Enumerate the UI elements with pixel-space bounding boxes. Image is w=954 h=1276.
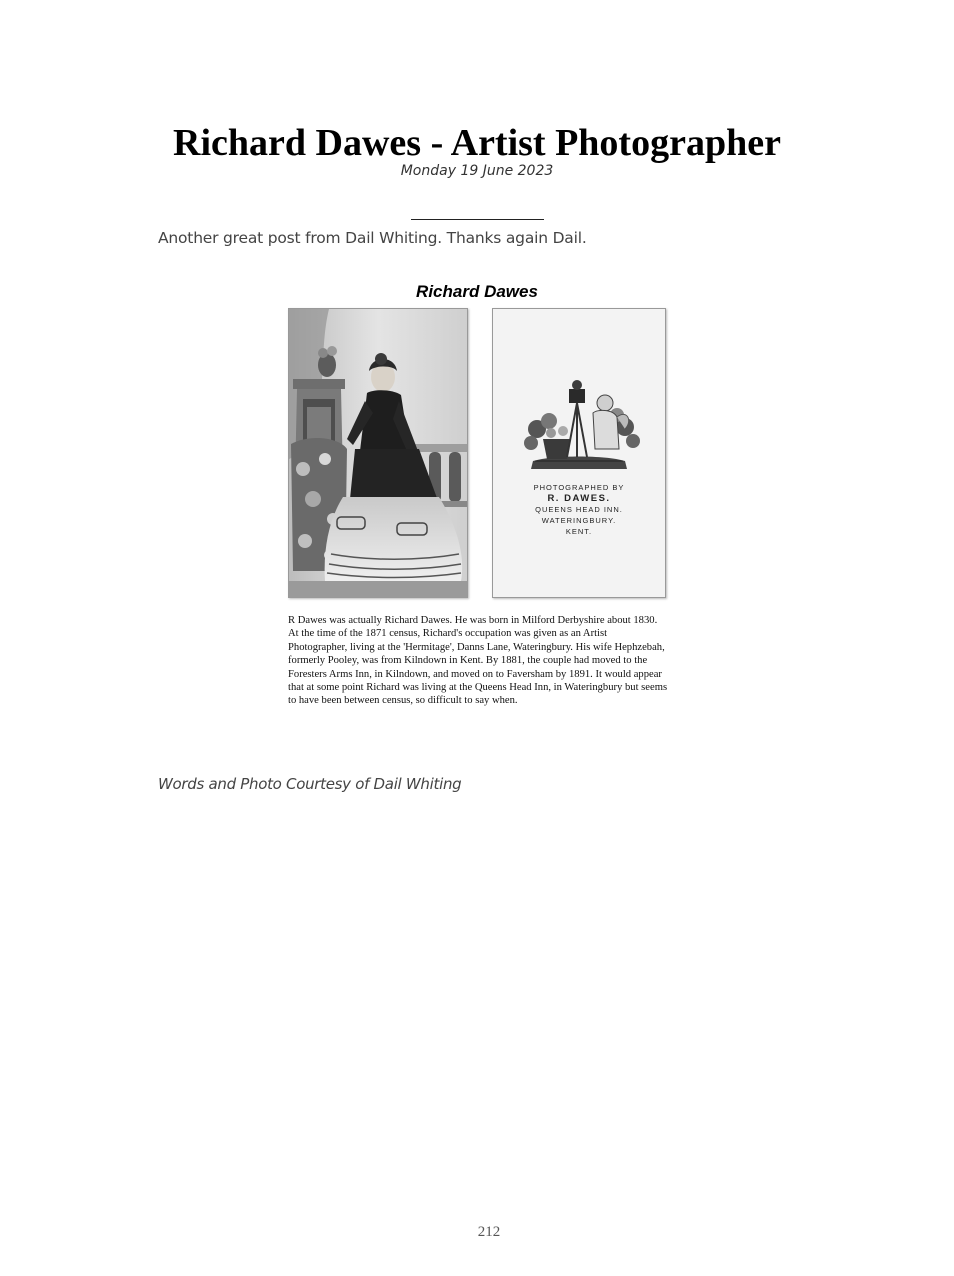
backstamp-line-3: QUEENS HEAD INN. xyxy=(535,505,623,514)
page-title: Richard Dawes - Artist Photographer xyxy=(173,122,781,164)
post-date: Monday 19 June 2023 xyxy=(400,163,554,179)
backstamp-line-2: R. DAWES. xyxy=(547,493,611,504)
backstamp-photo xyxy=(492,308,666,598)
backstamp-line-4: WATERINGBURY. xyxy=(541,516,617,525)
portrait-photo xyxy=(288,308,468,598)
figure-heading: Richard Dawes xyxy=(416,282,538,301)
figure-caption: R Dawes was actually Richard Dawes. He was born in Milford Derbyshire about 1830. At the time of the 1871 census, Richard's occupation was given as an Artist Photographer, living at the 'Hermitage', Danns Lane, Wateringbury. His wife Hephzebah, formerly Pooley, was from Kilndown in Kent. By 1881, the couple had moved to the Foresters Arms Inn, in Kilndown, and moved on to Faversham by 1891. It would appear that at some point Richard was living at the Queens Head Inn, in Wateringbury but seems to have been between census, so difficult to say when. xyxy=(288,615,668,707)
intro-paragraph: Another great post from Dail Whiting. Thanks again Dail. xyxy=(158,229,587,247)
divider xyxy=(411,219,544,220)
backstamp-line-1: PHOTOGRAPHED BY xyxy=(533,483,625,492)
credit-line: Words and Photo Courtesy of Dail Whiting xyxy=(158,775,462,793)
page-number: 212 xyxy=(477,1224,501,1240)
figure xyxy=(286,280,668,725)
backstamp-text xyxy=(493,482,665,537)
backstamp-line-5: KENT. xyxy=(565,527,593,536)
